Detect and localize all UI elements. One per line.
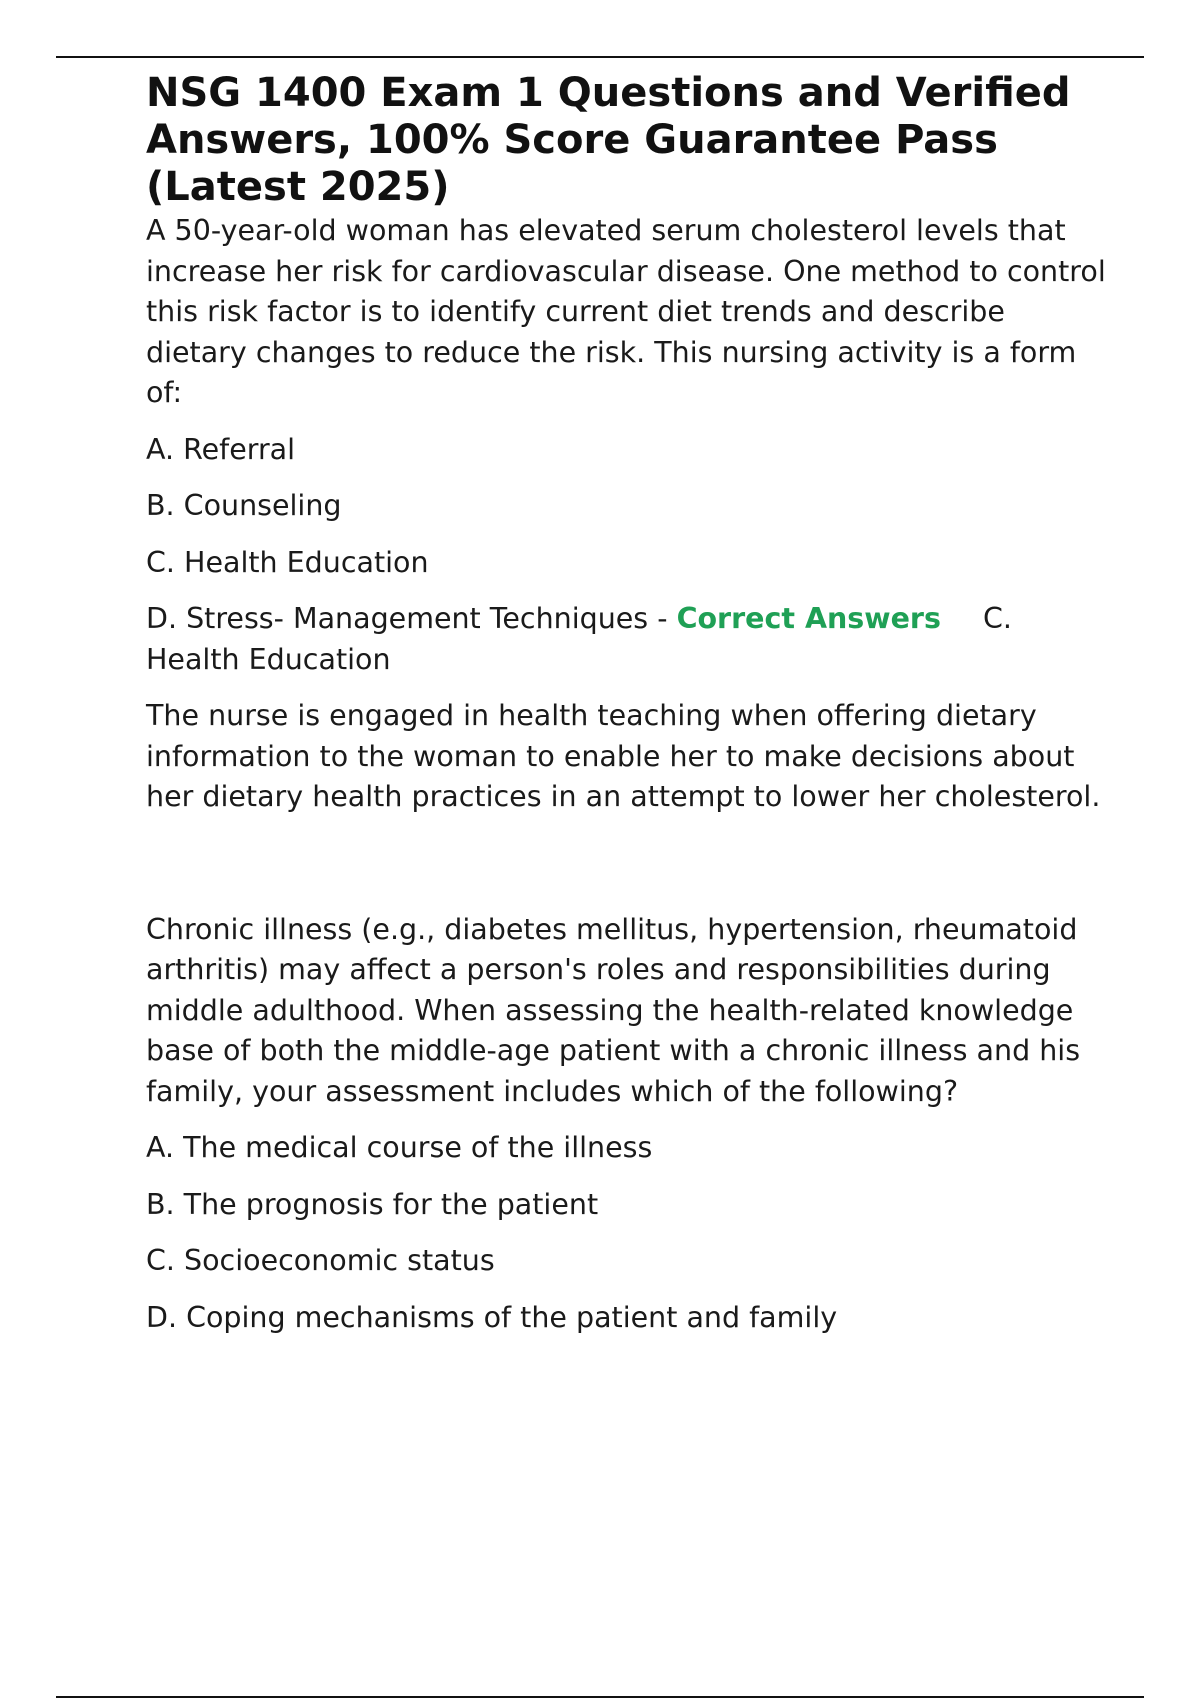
option-b: B. Counseling: [146, 489, 342, 522]
option-b: B. The prognosis for the patient: [146, 1187, 599, 1221]
question-stem: Chronic illness (e.g., diabetes mellitus, hypertension, rheumatoid arthritis) may affect a person's roles and responsibilities during middle adulthood. When assessing the health-related knowledge base of both the middle-age patient with a chronic illness and his family, your assessment includes which of the following?: [146, 912, 1081, 1108]
answer-explanation: The nurse is engaged in health teaching when offering dietary information to the woman to enable her to make decisions about her dietary health practices in an attempt to lower her cholesterol.: [146, 699, 1101, 813]
option-a: A. The medical course of the illness: [146, 1131, 653, 1164]
option-c: C. Socioeconomic status: [146, 1244, 495, 1277]
document-title: NSG 1400 Exam 1 Questions and Verified Answers, 100% Score Guarantee Pass (Latest 2025): [146, 70, 1071, 210]
question-stem: A 50-year-old woman has elevated serum cholesterol levels that increase her risk for cardiovascular disease. One method to control this risk factor is to identify current diet trends and describe dietary changes to reduce the risk. This nursing activity is a form of:: [146, 214, 1106, 409]
option-d: D. Stress- Management Techniques -: [146, 602, 668, 635]
option-c: C. Health Education: [146, 545, 429, 579]
correct-answer: C. Health Education: [146, 602, 1012, 676]
question-2: [146, 910, 1106, 1339]
document-body: [146, 70, 1106, 1338]
option-a: A. Referral: [146, 432, 296, 466]
option-d: D. Coping mechanisms of the patient and family: [146, 1300, 838, 1334]
correct-answers-label: Correct Answers: [676, 602, 941, 635]
question-1: [146, 211, 1106, 818]
option-d-with-answer: [146, 599, 1106, 680]
bottom-rule: [56, 1696, 1144, 1698]
top-rule: [56, 56, 1144, 58]
